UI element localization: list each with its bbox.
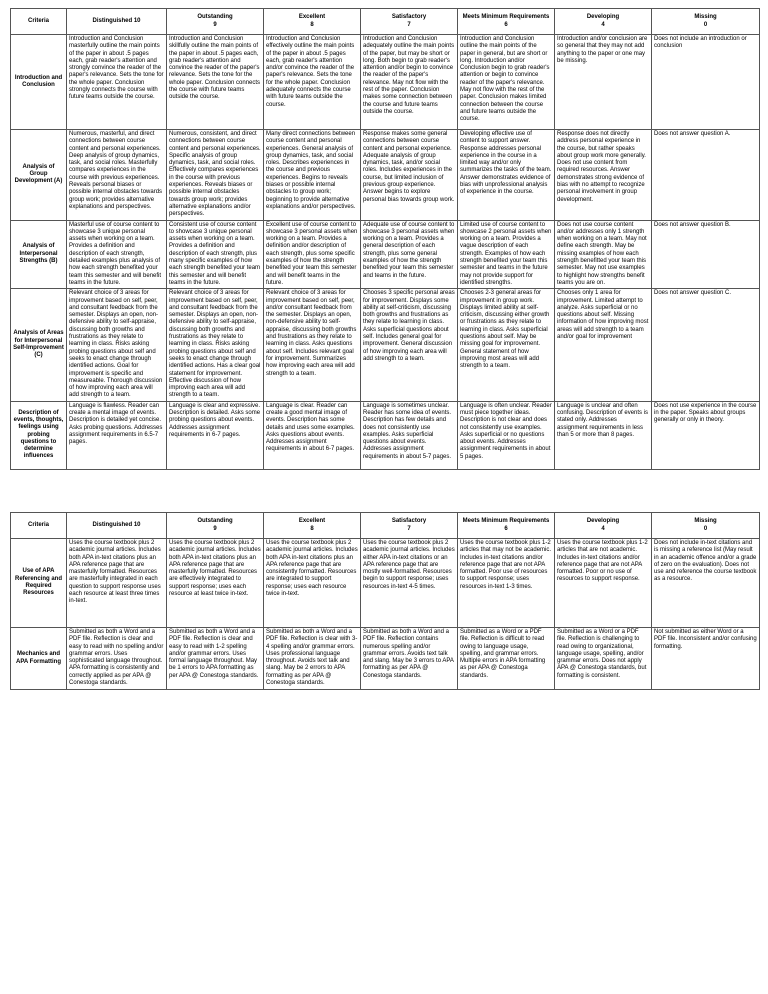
criterion-cell: Analysis of Group Development (A) bbox=[11, 130, 67, 221]
column-header: Criteria bbox=[11, 513, 67, 539]
rubric-table-2 bbox=[10, 512, 760, 690]
table-row bbox=[11, 220, 760, 289]
rubric-cell: Adequate use of course content to showcase 3 personal assets when working on a team. Provides a general description of each strength, plus some general examples of how the strength benefited your team this semester and teams in the future. bbox=[361, 220, 458, 289]
rubric-cell: Submitted as both a Word and a PDF file. Reflection is clear with 3-4 spelling and/or grammar errors. Uses professional language throughout. Avoids text talk and slang. May be 2 errors to APA formatting as per APA @ Conestoga standards. bbox=[264, 628, 361, 690]
rubric-cell: Relevant choice of 3 areas for improvement based on self, peer, and/or consultant feedback from the semester. Displays an open, non-defensive ability to self-appraise, discussing both growths and frustrations as they relate to learning in class. Asks questions about self. Includes relevant goal for improvement. Summarizes how improving each area will add strength to a team. bbox=[264, 289, 361, 401]
header-row bbox=[11, 9, 760, 35]
rubric-cell: Numerous, consistent, and direct connections between course content and personal experiences. Specific analysis of group dynamics, task, and social roles. Effectively compares experiences in the course with previous experiences. Reveals biases or possible internal obstacles towards group work; provides alternative explanations and/or perspectives. bbox=[167, 130, 264, 221]
rubric-cell: Does not use experience in the course in the paper. Speaks about groups generally or only in theory. bbox=[652, 401, 760, 469]
rubric-cell: Response makes some general connections between course content and personal experience. Adequate analysis of group dynamics, task, and/or social roles. Includes experiences in the course, but limited inclusion of previous group experience. Answer begins to explore personal bias towards group work. bbox=[361, 130, 458, 221]
rubric-cell: Developing effective use of content to support answer. Response addresses personal experience in the course in a limited way and/or only summarizes the tasks of the team. Answer demonstrates evidence of bias with unprofessional analysis of experience in the course. bbox=[458, 130, 555, 221]
rubric-cell: Many direct connections between course content and personal experiences. General analysis of group dynamics, task, and social roles. Describes experiences in the course and previous experiences. Begins to reveals biases or possible internal obstacles to group work; beginning to provide alternative explanations and/or perspectives. bbox=[264, 130, 361, 221]
rubric-cell: Uses the course textbook plus 1-2 articles that are not academic. Includes in-text citations and/or reference page that are not APA formatted. Poor or no use of resources to support response. bbox=[555, 539, 652, 628]
rubric-cell: Introduction and Conclusion masterfully outline the main points of the paper in about .5 pages each, grab reader's attention and strongly convince the reader of the paper's relevance. Sets the tone for the whole paper. Conclusion strongly connects the course with future teams outside the course. bbox=[67, 35, 167, 130]
rubric-table-1 bbox=[10, 8, 760, 470]
rubric-cell: Excellent use of course content to showcase 3 personal assets when working on a team. Provides a definition and/or description of each strength, plus some specific examples of how the strength benefited your team this semester and will benefit teams in the future. bbox=[264, 220, 361, 289]
rubric-cell: Consistent use of course content to showcase 3 unique personal assets when working on a team. Provides a definition and description of each strength, plus many specific examples of how each strength benefited your team this semester and will benefit teams in the future. bbox=[167, 220, 264, 289]
rubric-cell: Language is sometimes unclear. Reader has some idea of events. Description has few details and does not consistently use examples. Asks superficial questions about events. Addresses assignment requirements in about 5-7 pages. bbox=[361, 401, 458, 469]
rubric-cell: Does not answer question C. bbox=[652, 289, 760, 401]
criterion-cell: Use of APA Referencing and Required Resources bbox=[11, 539, 67, 628]
rubric-cell: Language is often unclear. Reader must piece together ideas. Description is not clear and does not consistently use examples. Asks superficial or no questions about events. Addresses assignment requirements in about 5 pages. bbox=[458, 401, 555, 469]
column-header: Satisfactory 7 bbox=[361, 9, 458, 35]
criterion-cell: Description of events, thoughts, feelings using probing questions to determine influences bbox=[11, 401, 67, 469]
rubric-cell: Response does not directly address personal experience in the course, but rather speaks about group work more generally. Does not use content from required resources. Answer demonstrates strong evidence of bias with no attempt to recognize personal involvement in group development. bbox=[555, 130, 652, 221]
rubric-cell: Introduction and/or conclusion are so general that they may not add anything to the paper or one may be missing. bbox=[555, 35, 652, 130]
rubric-cell: Language is clear. Reader can create a good mental image of events. Description has some details and uses some examples. Asks questions about events. Addresses assignment requirements in about 6-7 pages. bbox=[264, 401, 361, 469]
table-row bbox=[11, 539, 760, 628]
rubric-cell: Chooses 3 specific personal areas for improvement. Displays some ability at self-criticism, discussing both growths and frustrations as they relate to learning in class. Asks superficial questions about self. Includes general goal for improvement. General discussion of how improving each area will add strength to a team. bbox=[361, 289, 458, 401]
rubric-cell: Submitted as a Word or a PDF file. Reflection is difficult to read owing to language usage, spelling, and grammar errors. Multiple errors in APA formatting as per APA @ Conestoga standards. bbox=[458, 628, 555, 690]
rubric-cell: Does not answer question B. bbox=[652, 220, 760, 289]
table-row bbox=[11, 401, 760, 469]
column-header: Distinguished 10 bbox=[67, 9, 167, 35]
rubric-cell: Submitted as a Word or a PDF file. Reflection is challenging to read owing to organizational, language usage, spelling, and/or grammar errors. Does not apply APA @ Conestoga standards, but formatting is consistent. bbox=[555, 628, 652, 690]
column-header: Missing 0 bbox=[652, 9, 760, 35]
criterion-cell: Analysis of Areas for Interpersonal Self-Improvement (C) bbox=[11, 289, 67, 401]
rubric-cell: Not submitted as either Word or a PDF file. Inconsistent and/or confusing formatting. bbox=[652, 628, 760, 690]
rubric-cell: Relevant choice of 3 areas for improvement based on self, peer, and consultant feedback from the semester. Displays an open, non-defensive ability to self-appraise, discussing both growths and frustrations as they relate to learning in class. Risks asking probing questions about self and seeks to enact change through identified actions. Has a clear goal statement for improvement. Effective discussion of how improving each area will add strength to a team. bbox=[167, 289, 264, 401]
rubric-cell: Chooses 2-3 general areas for improvement in group work. Displays limited ability at self-criticism, discussing either growth or frustrations as they relate to learning in class. Asks superficial questions about self. May be missing goal for improvement. General statement of how improving most areas will add strength to a team. bbox=[458, 289, 555, 401]
rubric-cell: Does not include in-text citations and is missing a reference list (May result in an academic offence and/or a grade of zero on the evaluation). Does not use and reference the course textbook as a resource. bbox=[652, 539, 760, 628]
column-header: Excellent 8 bbox=[264, 9, 361, 35]
rubric-cell: Masterful use of course content to showcase 3 unique personal assets when working on a team. Provides a definition and description of each strength, detailed examples plus analysis of how each strength benefited your team this semester and will benefit teams in the future. bbox=[67, 220, 167, 289]
column-header: Excellent 8 bbox=[264, 513, 361, 539]
rubric-cell: Does not answer question A. bbox=[652, 130, 760, 221]
rubric-cell: Submitted as both a Word and a PDF file. Reflection contains numerous spelling and/or grammar errors. Avoids text talk and slang. May be 3 errors to APA formatting as per APA @ Conestoga standards. bbox=[361, 628, 458, 690]
rubric-cell: Uses the course textbook plus 2 academic journal articles. Includes either APA in-text citations or an APA reference page that are mostly well-formatted. Resources begin to support response; uses resources in-text 4-5 times. bbox=[361, 539, 458, 628]
table-row bbox=[11, 35, 760, 130]
rubric-cell: Introduction and Conclusion outline the main points of the paper in general, but are short or long. Introduction and/or Conclusion begin to grab reader's attention or begin to convince reader of the paper's relevance. May not flow with the rest of the paper. Conclusion makes limited connection between the course and future teams outside the course. bbox=[458, 35, 555, 130]
rubric-cell: Language is unclear and often confusing. Description of events is stated only. Addresses assignment requirements in less than 5 or more than 8 pages. bbox=[555, 401, 652, 469]
rubric-cell: Language is flawless. Reader can create a mental image of events. Description is detailed yet concise. Asks probing questions. Addresses assignment requirements in 6.5-7 pages. bbox=[67, 401, 167, 469]
rubric-cell: Chooses only 1 area for improvement. Limited attempt to analyze. Asks superficial or no questions about self. Missing information of how improving most areas will add strength to a team and/or goal for improvement bbox=[555, 289, 652, 401]
rubric-cell: Introduction and Conclusion adequately outline the main points of the paper, but may be short or long. Both begin to grab reader's attention and/or begin to convince the reader of the paper's relevance. May not flow with the rest of the paper. Conclusion makes some connection between the course and future teams outside the course. bbox=[361, 35, 458, 130]
rubric-cell: Relevant choice of 3 areas for improvement based on self, peer, and consultant feedback from the semester. Displays an open, non-defensive ability to self-appraise, discussing both growths and frustrations as they relate to learning in class. Risks asking probing questions about self and seeks to enact change through identified actions. Goal for improvement is specific and measureable. Thorough discussion of how improving each area will add strength to a team. bbox=[67, 289, 167, 401]
column-header: Criteria bbox=[11, 9, 67, 35]
column-header: Outstanding 9 bbox=[167, 9, 264, 35]
criterion-cell: Analysis of Interpersonal Strengths (B) bbox=[11, 220, 67, 289]
rubric-cell: Submitted as both a Word and a PDF file. Reflection is clear and easy to read with no spelling and/or grammar errors. Uses sophisticated language throughout. APA formatting is consistently and correctly applied as per APA @ Conestoga standards. bbox=[67, 628, 167, 690]
column-header: Developing 4 bbox=[555, 513, 652, 539]
rubric-cell: Does not use course content and/or addresses only 1 strength when working on a team. May not define each strength. May be missing examples of how each strength benefitted your team this semester. May not use examples to highlight how strengths benefit teams you are on. bbox=[555, 220, 652, 289]
rubric-cell: Numerous, masterful, and direct connections between course content and personal experiences. Deep analysis of group dynamics, task, and social roles. Masterfully compares experiences in the course with previous experiences. Reveals personal biases or possible internal obstacles towards group work; provides alternative explanations and perspectives. bbox=[67, 130, 167, 221]
column-header: Satisfactory 7 bbox=[361, 513, 458, 539]
rubric-cell: Submitted as both a Word and a PDF file. Reflection is clear and easy to read with 1-2 spelling and/or grammar errors. Uses formal language throughout. May be 1 errors to APA formatting as per APA @ Conestoga standards. bbox=[167, 628, 264, 690]
rubric-cell: Does not include an introduction or conclusion bbox=[652, 35, 760, 130]
column-header: Developing 4 bbox=[555, 9, 652, 35]
rubric-cell: Uses the course textbook plus 2 academic journal articles. Includes both APA in-text citations plus an APA reference page that are masterfully formatted. Resources are effectively integrated to support response; uses each resource at least twice in-text. bbox=[167, 539, 264, 628]
criterion-cell: Mechanics and APA Formatting bbox=[11, 628, 67, 690]
rubric-cell: Introduction and Conclusion effectively outline the main points of the paper in about .5 pages each, grab reader's attention and/or convince the reader of the paper's relevance. Sets the tone for the whole paper. Conclusion adequately connects the course with future teams outside the course. bbox=[264, 35, 361, 130]
column-header: Meets Minimum Requirements 6 bbox=[458, 9, 555, 35]
criterion-cell: Introduction and Conclusion bbox=[11, 35, 67, 130]
rubric-cell: Limited use of course content to showcase 2 personal assets when working on a team. Provides a vague description of each strength. Examples of how each strength benefited your team this semester and teams in the future may not provide support for identified strengths. bbox=[458, 220, 555, 289]
header-row bbox=[11, 513, 760, 539]
table-row bbox=[11, 130, 760, 221]
rubric-cell: Introduction and Conclusion skillfully outline the main points of the paper in about .5 pages each, grab reader's attention and convince the reader of the paper's relevance. Sets the tone for the whole paper. Conclusion connects the course with future teams outside the course. bbox=[167, 35, 264, 130]
column-header: Outstanding 9 bbox=[167, 513, 264, 539]
rubric-cell: Uses the course textbook plus 2 academic journal articles. Includes both APA in-text citations plus an APA reference page that are consistently formatted. Resources are integrated to support response; uses each resource twice in-text. bbox=[264, 539, 361, 628]
table-row bbox=[11, 628, 760, 690]
column-header: Missing 0 bbox=[652, 513, 760, 539]
rubric-cell: Uses the course textbook plus 1-2 articles that may not be academic. Includes in-text citations and/or reference page that are not APA formatted. Poor use of resources to support response; uses resources in-text 1-3 times. bbox=[458, 539, 555, 628]
table-row bbox=[11, 289, 760, 401]
column-header: Meets Minimum Requirements 6 bbox=[458, 513, 555, 539]
column-header: Distinguished 10 bbox=[67, 513, 167, 539]
rubric-cell: Language is clear and expressive. Description is detailed. Asks some probing questions about events. Addresses assignment requirements in 6-7 pages. bbox=[167, 401, 264, 469]
rubric-cell: Uses the course textbook plus 2 academic journal articles. Includes both APA in-text citations plus an APA reference page that are masterfully formatted. Resources are masterfully integrated in each question to support response uses each resource at least three times in-text. bbox=[67, 539, 167, 628]
